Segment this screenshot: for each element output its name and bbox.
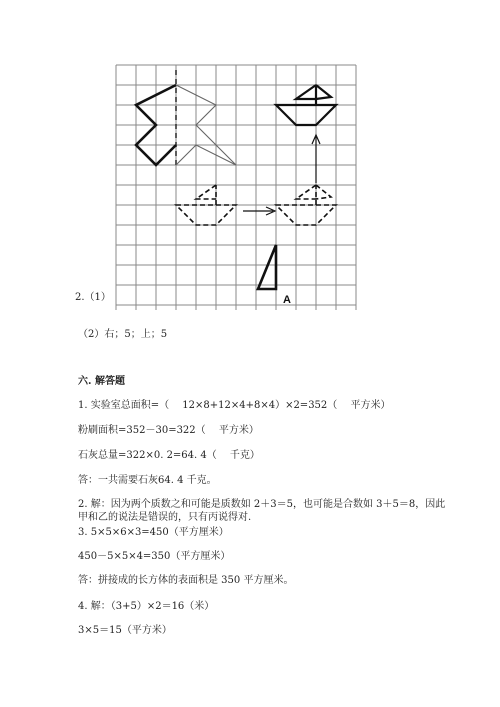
solution-line: 2. 解：因为两个质数之和可能是质数如 2＋3＝5，也可能是合数如 3＋5＝8，因此 (78, 499, 446, 510)
item-label: 2.（1） (75, 292, 111, 303)
solution-line: 粉刷面积=352－30=322（ 平方米） (78, 425, 259, 436)
solution-line: 甲和乙的说法是错误的，只有丙说得对. (78, 512, 252, 523)
answer-2-2: （2）右；5；上；5 (78, 329, 168, 340)
solution-line: 答：一共需要石灰64. 4 千克。 (78, 475, 217, 486)
solution-line: 450－5×5×4=350（平方厘米） (78, 551, 231, 562)
solution-line: 答：拼接成的长方体的表面积是 350 平方厘米。 (78, 575, 294, 586)
triangle-shape (258, 245, 276, 289)
section-heading: 六. 解答题 (78, 376, 125, 387)
solution-line: 3. 5×5×6×3=450（平方厘米） (78, 527, 229, 538)
up-arrow (312, 135, 320, 183)
solution-line: 3×5＝15（平方米） (78, 625, 172, 636)
marker-label-A: A (283, 294, 291, 306)
solution-line: 4. 解：（3+5）×2＝16（米） (78, 601, 215, 612)
solution-line: 1. 实验室总面积=（ 12×8+12×4+8×4）×2=352（ 平方米） (78, 400, 391, 411)
grid-figure (0, 0, 500, 330)
solution-line: 石灰总量=322×0. 2=64. 4（ 千克） (78, 450, 260, 461)
right-arrow (243, 207, 275, 215)
boat-solid (276, 85, 336, 125)
